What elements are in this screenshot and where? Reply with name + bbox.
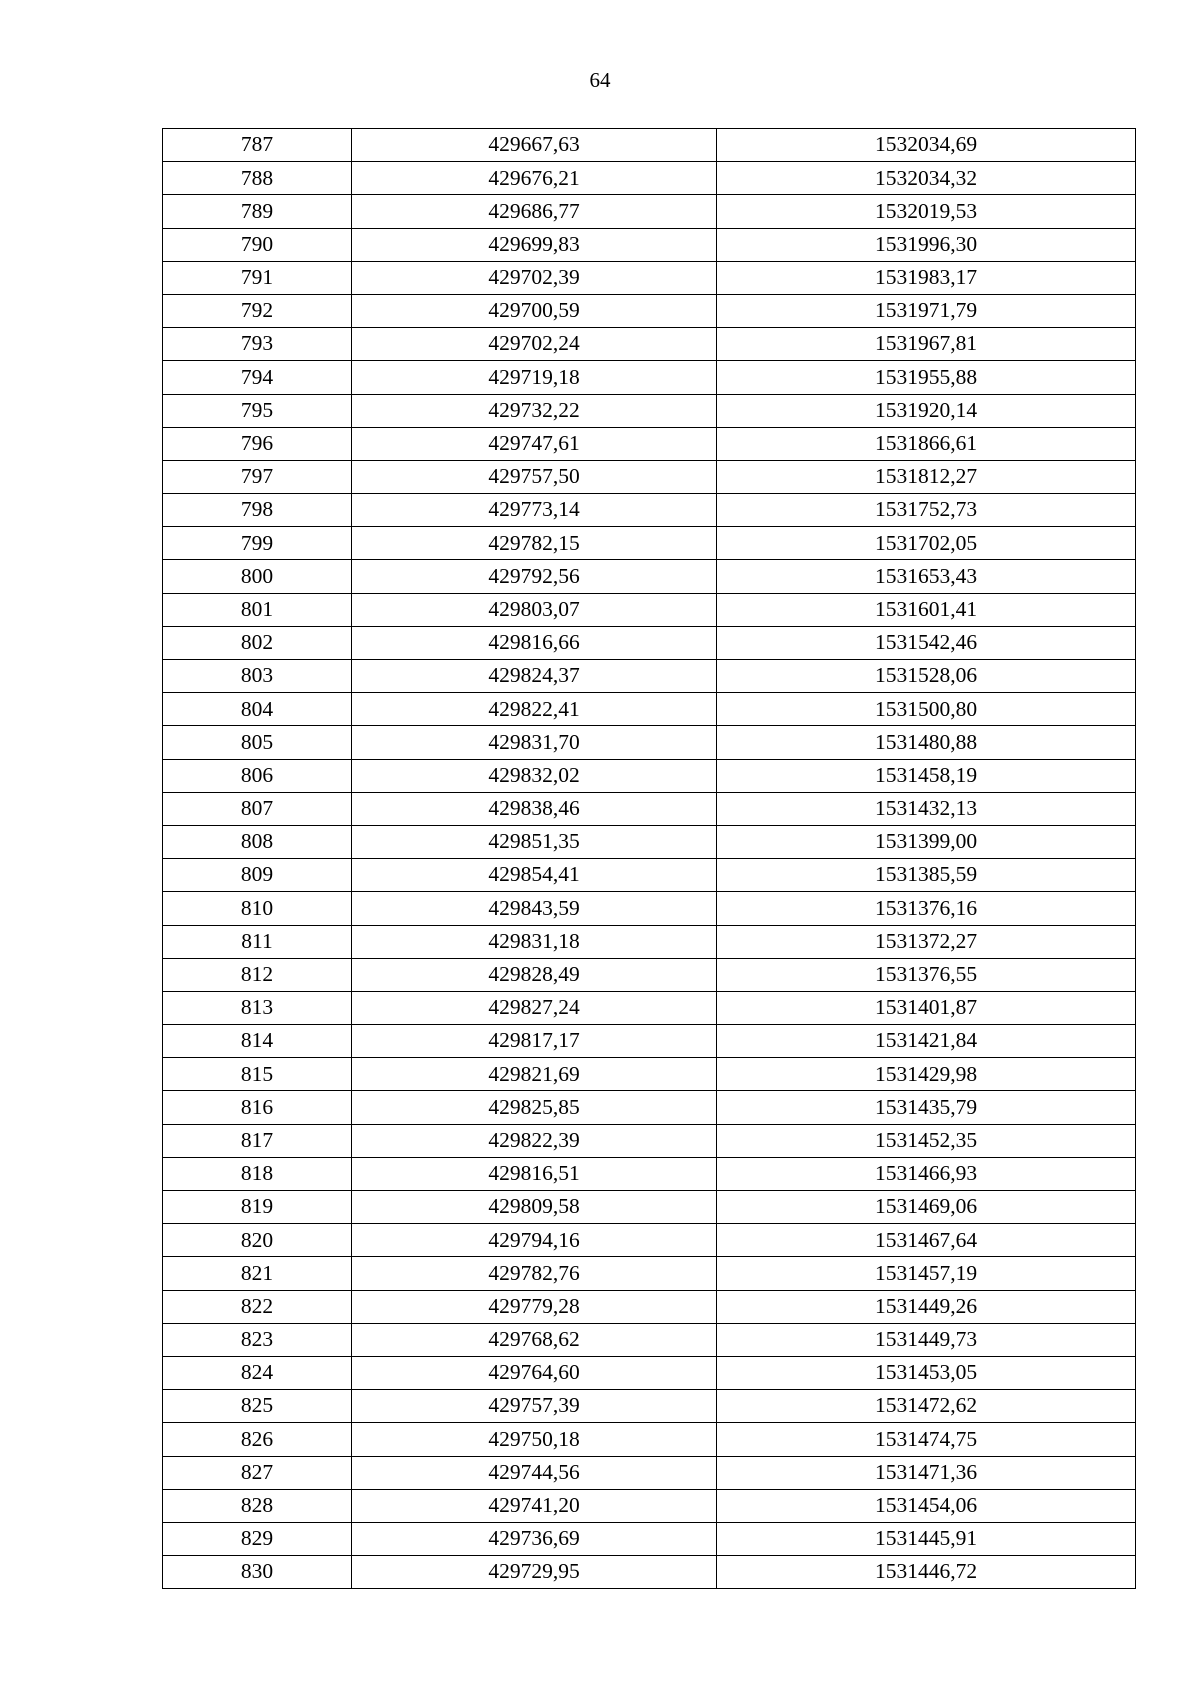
table-row bbox=[163, 1025, 1136, 1058]
table-row bbox=[163, 925, 1136, 958]
point-number-cell: 787 bbox=[163, 129, 352, 162]
x-coordinate-cell: 429854,41 bbox=[352, 859, 717, 892]
y-coordinate-cell: 1531372,27 bbox=[717, 925, 1136, 958]
point-number-cell: 791 bbox=[163, 261, 352, 294]
point-number-cell: 805 bbox=[163, 726, 352, 759]
x-coordinate-cell: 429817,17 bbox=[352, 1025, 717, 1058]
table-row bbox=[163, 261, 1136, 294]
point-number-cell: 808 bbox=[163, 825, 352, 858]
point-number-cell: 798 bbox=[163, 494, 352, 527]
x-coordinate-cell: 429832,02 bbox=[352, 759, 717, 792]
y-coordinate-cell: 1531471,36 bbox=[717, 1456, 1136, 1489]
point-number-cell: 809 bbox=[163, 859, 352, 892]
x-coordinate-cell: 429732,22 bbox=[352, 394, 717, 427]
y-coordinate-cell: 1531653,43 bbox=[717, 560, 1136, 593]
y-coordinate-cell: 1531971,79 bbox=[717, 294, 1136, 327]
y-coordinate-cell: 1531457,19 bbox=[717, 1257, 1136, 1290]
y-coordinate-cell: 1531421,84 bbox=[717, 1025, 1136, 1058]
y-coordinate-cell: 1531983,17 bbox=[717, 261, 1136, 294]
y-coordinate-cell: 1531401,87 bbox=[717, 991, 1136, 1024]
point-number-cell: 826 bbox=[163, 1423, 352, 1456]
x-coordinate-cell: 429822,41 bbox=[352, 693, 717, 726]
point-number-cell: 822 bbox=[163, 1290, 352, 1323]
point-number-cell: 815 bbox=[163, 1058, 352, 1091]
table-row bbox=[163, 1058, 1136, 1091]
y-coordinate-cell: 1531435,79 bbox=[717, 1091, 1136, 1124]
point-number-cell: 788 bbox=[163, 162, 352, 195]
x-coordinate-cell: 429838,46 bbox=[352, 792, 717, 825]
table-row bbox=[163, 560, 1136, 593]
x-coordinate-cell: 429768,62 bbox=[352, 1323, 717, 1356]
page-number: 64 bbox=[589, 68, 611, 92]
x-coordinate-cell: 429825,85 bbox=[352, 1091, 717, 1124]
x-coordinate-cell: 429764,60 bbox=[352, 1356, 717, 1389]
table-row bbox=[163, 1323, 1136, 1356]
y-coordinate-cell: 1531446,72 bbox=[717, 1556, 1136, 1589]
point-number-cell: 799 bbox=[163, 527, 352, 560]
table-row bbox=[163, 958, 1136, 991]
y-coordinate-cell: 1531376,55 bbox=[717, 958, 1136, 991]
point-number-cell: 823 bbox=[163, 1323, 352, 1356]
point-number-cell: 818 bbox=[163, 1157, 352, 1190]
table-row bbox=[163, 693, 1136, 726]
table-row bbox=[163, 195, 1136, 228]
y-coordinate-cell: 1531469,06 bbox=[717, 1191, 1136, 1224]
y-coordinate-cell: 1532019,53 bbox=[717, 195, 1136, 228]
y-coordinate-cell: 1532034,69 bbox=[717, 129, 1136, 162]
point-number-cell: 797 bbox=[163, 460, 352, 493]
x-coordinate-cell: 429700,59 bbox=[352, 294, 717, 327]
point-number-cell: 825 bbox=[163, 1390, 352, 1423]
point-number-cell: 828 bbox=[163, 1489, 352, 1522]
table-row bbox=[163, 1456, 1136, 1489]
table-row bbox=[163, 1091, 1136, 1124]
point-number-cell: 803 bbox=[163, 660, 352, 693]
point-number-cell: 806 bbox=[163, 759, 352, 792]
x-coordinate-cell: 429719,18 bbox=[352, 361, 717, 394]
y-coordinate-cell: 1531474,75 bbox=[717, 1423, 1136, 1456]
y-coordinate-cell: 1531458,19 bbox=[717, 759, 1136, 792]
table-row bbox=[163, 129, 1136, 162]
table-row bbox=[163, 228, 1136, 261]
table-row bbox=[163, 1522, 1136, 1555]
point-number-cell: 800 bbox=[163, 560, 352, 593]
y-coordinate-cell: 1531920,14 bbox=[717, 394, 1136, 427]
coordinates-table-body bbox=[163, 129, 1136, 1589]
y-coordinate-cell: 1531866,61 bbox=[717, 427, 1136, 460]
table-row bbox=[163, 593, 1136, 626]
y-coordinate-cell: 1531376,16 bbox=[717, 892, 1136, 925]
table-row bbox=[163, 859, 1136, 892]
x-coordinate-cell: 429782,76 bbox=[352, 1257, 717, 1290]
x-coordinate-cell: 429822,39 bbox=[352, 1124, 717, 1157]
x-coordinate-cell: 429803,07 bbox=[352, 593, 717, 626]
table-row bbox=[163, 726, 1136, 759]
point-number-cell: 811 bbox=[163, 925, 352, 958]
point-number-cell: 816 bbox=[163, 1091, 352, 1124]
y-coordinate-cell: 1531812,27 bbox=[717, 460, 1136, 493]
table-row bbox=[163, 1191, 1136, 1224]
y-coordinate-cell: 1531752,73 bbox=[717, 494, 1136, 527]
y-coordinate-cell: 1531449,26 bbox=[717, 1290, 1136, 1323]
table-row bbox=[163, 1356, 1136, 1389]
point-number-cell: 801 bbox=[163, 593, 352, 626]
y-coordinate-cell: 1531445,91 bbox=[717, 1522, 1136, 1555]
table-row bbox=[163, 991, 1136, 1024]
point-number-cell: 820 bbox=[163, 1224, 352, 1257]
x-coordinate-cell: 429809,58 bbox=[352, 1191, 717, 1224]
point-number-cell: 819 bbox=[163, 1191, 352, 1224]
point-number-cell: 812 bbox=[163, 958, 352, 991]
point-number-cell: 814 bbox=[163, 1025, 352, 1058]
table-row bbox=[163, 1124, 1136, 1157]
x-coordinate-cell: 429702,39 bbox=[352, 261, 717, 294]
x-coordinate-cell: 429779,28 bbox=[352, 1290, 717, 1323]
point-number-cell: 794 bbox=[163, 361, 352, 394]
point-number-cell: 789 bbox=[163, 195, 352, 228]
point-number-cell: 792 bbox=[163, 294, 352, 327]
x-coordinate-cell: 429843,59 bbox=[352, 892, 717, 925]
coordinates-table bbox=[162, 128, 1136, 1589]
y-coordinate-cell: 1531472,62 bbox=[717, 1390, 1136, 1423]
y-coordinate-cell: 1531454,06 bbox=[717, 1489, 1136, 1522]
x-coordinate-cell: 429828,49 bbox=[352, 958, 717, 991]
point-number-cell: 817 bbox=[163, 1124, 352, 1157]
y-coordinate-cell: 1531429,98 bbox=[717, 1058, 1136, 1091]
y-coordinate-cell: 1531528,06 bbox=[717, 660, 1136, 693]
x-coordinate-cell: 429816,66 bbox=[352, 626, 717, 659]
table-row bbox=[163, 394, 1136, 427]
table-row bbox=[163, 1224, 1136, 1257]
table-row bbox=[163, 825, 1136, 858]
table-row bbox=[163, 1556, 1136, 1589]
y-coordinate-cell: 1531452,35 bbox=[717, 1124, 1136, 1157]
table-row bbox=[163, 626, 1136, 659]
point-number-cell: 795 bbox=[163, 394, 352, 427]
y-coordinate-cell: 1531542,46 bbox=[717, 626, 1136, 659]
point-number-cell: 821 bbox=[163, 1257, 352, 1290]
x-coordinate-cell: 429676,21 bbox=[352, 162, 717, 195]
y-coordinate-cell: 1531467,64 bbox=[717, 1224, 1136, 1257]
y-coordinate-cell: 1531967,81 bbox=[717, 328, 1136, 361]
point-number-cell: 807 bbox=[163, 792, 352, 825]
table-row bbox=[163, 792, 1136, 825]
y-coordinate-cell: 1531385,59 bbox=[717, 859, 1136, 892]
point-number-cell: 827 bbox=[163, 1456, 352, 1489]
x-coordinate-cell: 429757,39 bbox=[352, 1390, 717, 1423]
x-coordinate-cell: 429824,37 bbox=[352, 660, 717, 693]
x-coordinate-cell: 429851,35 bbox=[352, 825, 717, 858]
x-coordinate-cell: 429699,83 bbox=[352, 228, 717, 261]
table-row bbox=[163, 361, 1136, 394]
y-coordinate-cell: 1532034,32 bbox=[717, 162, 1136, 195]
point-number-cell: 793 bbox=[163, 328, 352, 361]
y-coordinate-cell: 1531955,88 bbox=[717, 361, 1136, 394]
table-row bbox=[163, 328, 1136, 361]
y-coordinate-cell: 1531996,30 bbox=[717, 228, 1136, 261]
table-row bbox=[163, 1390, 1136, 1423]
point-number-cell: 810 bbox=[163, 892, 352, 925]
x-coordinate-cell: 429702,24 bbox=[352, 328, 717, 361]
x-coordinate-cell: 429794,16 bbox=[352, 1224, 717, 1257]
y-coordinate-cell: 1531702,05 bbox=[717, 527, 1136, 560]
x-coordinate-cell: 429827,24 bbox=[352, 991, 717, 1024]
y-coordinate-cell: 1531399,00 bbox=[717, 825, 1136, 858]
table-row bbox=[163, 660, 1136, 693]
point-number-cell: 804 bbox=[163, 693, 352, 726]
x-coordinate-cell: 429750,18 bbox=[352, 1423, 717, 1456]
x-coordinate-cell: 429741,20 bbox=[352, 1489, 717, 1522]
y-coordinate-cell: 1531449,73 bbox=[717, 1323, 1136, 1356]
table-row bbox=[163, 1489, 1136, 1522]
point-number-cell: 829 bbox=[163, 1522, 352, 1555]
x-coordinate-cell: 429831,18 bbox=[352, 925, 717, 958]
x-coordinate-cell: 429744,56 bbox=[352, 1456, 717, 1489]
table-row bbox=[163, 1290, 1136, 1323]
table-row bbox=[163, 162, 1136, 195]
x-coordinate-cell: 429736,69 bbox=[352, 1522, 717, 1555]
point-number-cell: 790 bbox=[163, 228, 352, 261]
point-number-cell: 796 bbox=[163, 427, 352, 460]
x-coordinate-cell: 429686,77 bbox=[352, 195, 717, 228]
y-coordinate-cell: 1531480,88 bbox=[717, 726, 1136, 759]
table-row bbox=[163, 1423, 1136, 1456]
point-number-cell: 813 bbox=[163, 991, 352, 1024]
y-coordinate-cell: 1531432,13 bbox=[717, 792, 1136, 825]
x-coordinate-cell: 429729,95 bbox=[352, 1556, 717, 1589]
x-coordinate-cell: 429667,63 bbox=[352, 129, 717, 162]
table-row bbox=[163, 494, 1136, 527]
x-coordinate-cell: 429782,15 bbox=[352, 527, 717, 560]
point-number-cell: 802 bbox=[163, 626, 352, 659]
table-row bbox=[163, 427, 1136, 460]
x-coordinate-cell: 429816,51 bbox=[352, 1157, 717, 1190]
table-row bbox=[163, 892, 1136, 925]
x-coordinate-cell: 429792,56 bbox=[352, 560, 717, 593]
table-row bbox=[163, 527, 1136, 560]
table-row bbox=[163, 1157, 1136, 1190]
x-coordinate-cell: 429773,14 bbox=[352, 494, 717, 527]
table-row bbox=[163, 460, 1136, 493]
table-row bbox=[163, 759, 1136, 792]
x-coordinate-cell: 429821,69 bbox=[352, 1058, 717, 1091]
x-coordinate-cell: 429757,50 bbox=[352, 460, 717, 493]
point-number-cell: 830 bbox=[163, 1556, 352, 1589]
point-number-cell: 824 bbox=[163, 1356, 352, 1389]
y-coordinate-cell: 1531500,80 bbox=[717, 693, 1136, 726]
y-coordinate-cell: 1531601,41 bbox=[717, 593, 1136, 626]
table-row bbox=[163, 1257, 1136, 1290]
table-row bbox=[163, 294, 1136, 327]
y-coordinate-cell: 1531466,93 bbox=[717, 1157, 1136, 1190]
x-coordinate-cell: 429831,70 bbox=[352, 726, 717, 759]
y-coordinate-cell: 1531453,05 bbox=[717, 1356, 1136, 1389]
x-coordinate-cell: 429747,61 bbox=[352, 427, 717, 460]
